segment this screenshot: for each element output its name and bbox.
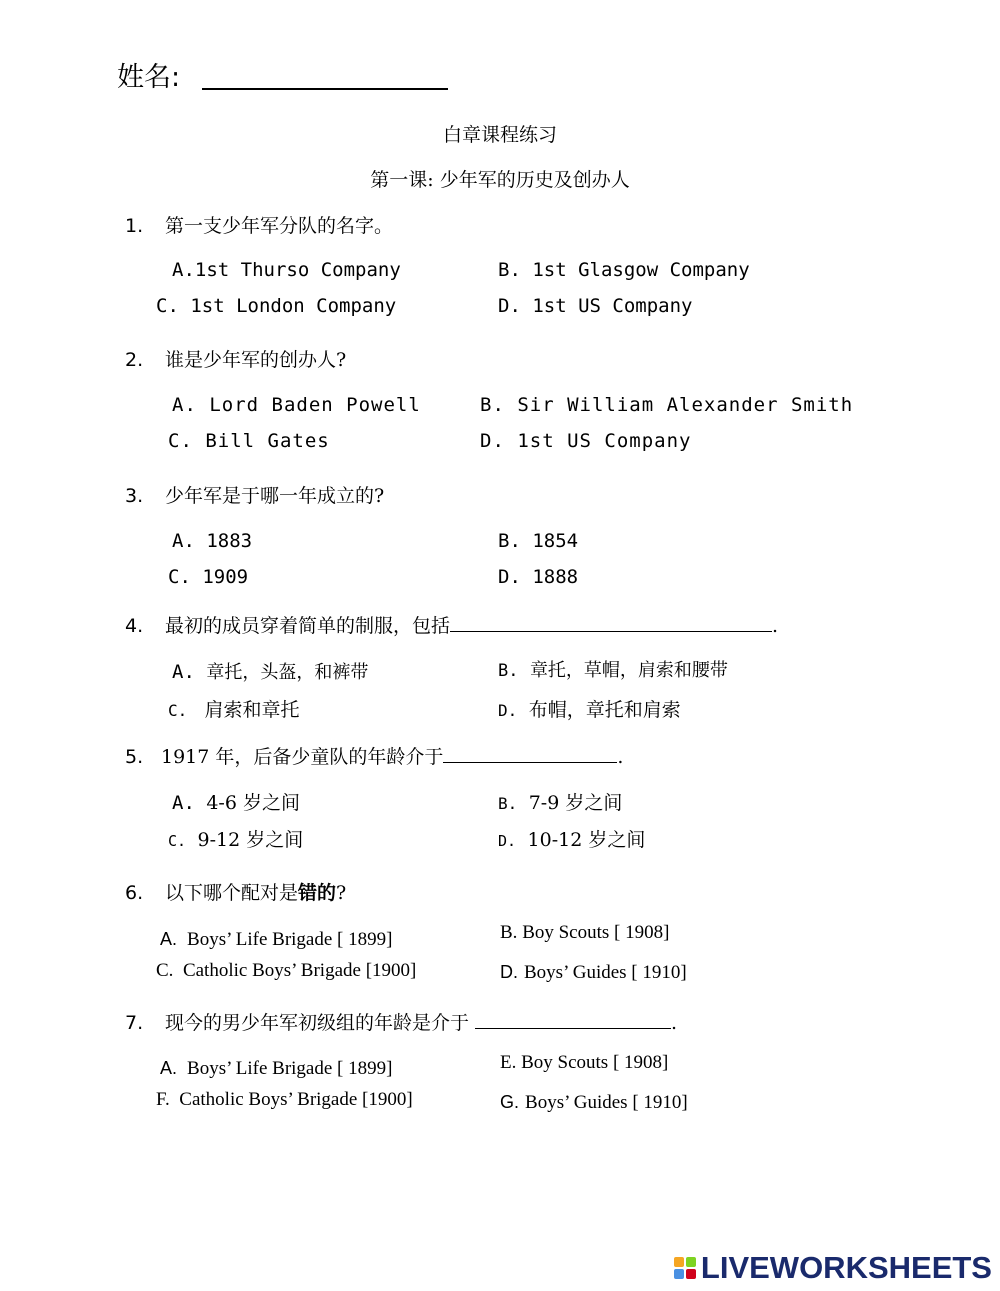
q7-option-d[interactable] (500, 1092, 688, 1114)
option-text: Boys’ Life Brigade [ 1899] (187, 1058, 393, 1079)
option-letter: B. (498, 661, 519, 681)
worksheet-title: 白章课程练习 (442, 124, 557, 146)
option-letter: C. (168, 701, 188, 720)
q4-option-c[interactable] (168, 695, 299, 722)
option-letter: A. (160, 1058, 178, 1078)
question-number: 3. (125, 485, 144, 507)
answer-blank[interactable] (475, 1010, 671, 1029)
question-3 (125, 481, 384, 508)
q1-option-a[interactable]: A.1st Thurso Company (172, 259, 401, 281)
option-text: Boys’ Guides [ 1910] (525, 1092, 688, 1113)
question-1 (125, 211, 393, 238)
question-end: . (617, 746, 624, 768)
question-number: 7. (125, 1012, 144, 1034)
q3-option-c[interactable]: C. 1909 (168, 566, 249, 588)
q5-option-a[interactable] (172, 788, 300, 815)
name-label: 姓名: (117, 62, 181, 93)
option-text: Boy Scouts [ 1908] (521, 1052, 669, 1073)
q4-option-a[interactable] (172, 658, 368, 684)
question-number: 6. (125, 882, 144, 904)
question-number: 4. (125, 615, 144, 637)
q5-option-d[interactable] (498, 825, 645, 852)
q5-option-b[interactable] (498, 788, 622, 815)
option-text: 10-12 岁之间 (527, 829, 646, 851)
question-text: 最初的成员穿着简单的制服，包括 (165, 615, 451, 637)
question-7 (125, 1008, 677, 1035)
question-text: 第一支少年军分队的名字。 (165, 215, 394, 237)
question-emphasis: 错的 (298, 882, 337, 904)
option-letter: D. (498, 832, 517, 850)
q3-option-d[interactable]: D. 1888 (498, 566, 579, 588)
q3-option-a[interactable]: A. 1883 (172, 530, 253, 552)
option-letter: F. (156, 1089, 170, 1110)
q2-option-c[interactable]: C. Bill Gates (168, 430, 330, 452)
q6-option-a[interactable] (160, 929, 392, 951)
question-5 (125, 742, 623, 769)
option-text: 9-12 岁之间 (197, 829, 304, 851)
q2-option-d[interactable]: D. 1st US Company (480, 430, 692, 452)
option-text: Catholic Boys’ Brigade [1900] (182, 960, 417, 981)
q1-option-d[interactable]: D. 1st US Company (498, 295, 693, 317)
question-end: . (772, 615, 779, 637)
option-letter: C. (156, 960, 174, 981)
option-text: Boys’ Guides [ 1910] (524, 962, 687, 983)
question-end: ? (336, 882, 347, 904)
option-letter: A. (172, 792, 195, 814)
answer-blank[interactable] (450, 613, 772, 632)
option-text: 章托，草帽，肩索和腰带 (529, 660, 728, 681)
question-text: 谁是少年军的创办人? (165, 349, 347, 371)
question-number: 2. (125, 349, 144, 371)
q7-option-a[interactable] (160, 1058, 392, 1080)
q2-option-b[interactable]: B. Sir William Alexander Smith (480, 394, 854, 416)
question-text: 现今的男少年军初级组的年龄是介于 (165, 1012, 476, 1034)
q7-option-b[interactable] (500, 1052, 668, 1074)
option-text: Boys’ Life Brigade [ 1899] (187, 929, 393, 950)
option-text: 4-6 岁之间 (206, 792, 300, 814)
option-text: 章托，头盔，和裤带 (206, 662, 369, 683)
option-letter: C. (168, 832, 187, 850)
q1-option-c[interactable]: C. 1st London Company (156, 295, 397, 317)
q7-option-c[interactable] (156, 1089, 413, 1111)
liveworksheets-logo (674, 1250, 992, 1286)
option-letter: E. (500, 1052, 517, 1073)
option-text: Catholic Boys’ Brigade [1900] (179, 1089, 413, 1110)
q3-option-b[interactable]: B. 1854 (498, 530, 579, 552)
option-text: Boy Scouts [ 1908] (522, 922, 670, 943)
option-letter: D. (498, 701, 518, 720)
answer-blank[interactable] (443, 744, 617, 763)
question-text: 以下哪个配对是 (165, 882, 299, 904)
q4-option-b[interactable] (498, 656, 728, 682)
question-text: 1917 年，后备少童队的年龄介于 (161, 746, 444, 768)
q1-option-b[interactable]: B. 1st Glasgow Company (498, 259, 750, 281)
option-letter: A. (160, 929, 178, 949)
question-text: 少年军是于哪一年成立的? (165, 485, 385, 507)
name-input-line[interactable] (202, 88, 448, 90)
option-letter: B. (498, 794, 518, 813)
option-letter: D. (500, 962, 518, 982)
option-letter: G. (500, 1092, 520, 1112)
option-letter: A. (172, 661, 195, 683)
logo-mark-icon (674, 1257, 696, 1279)
question-4 (125, 611, 778, 638)
option-text: 7-9 岁之间 (528, 792, 623, 814)
q2-option-a[interactable]: A. Lord Baden Powell (172, 394, 421, 416)
option-text: 布帽，章托和肩索 (528, 699, 681, 721)
q6-option-c[interactable] (156, 960, 416, 982)
logo-text: LIVEWORKSHEETS (700, 1250, 992, 1285)
q4-option-d[interactable] (498, 695, 681, 722)
option-letter: B. (500, 922, 518, 943)
lesson-title: 第一课: 少年军的历史及创办人 (370, 169, 630, 191)
q5-option-c[interactable] (168, 825, 303, 852)
q6-option-b[interactable] (500, 922, 669, 944)
q6-option-d[interactable] (500, 962, 687, 984)
question-number: 1. (125, 215, 144, 237)
question-2 (125, 345, 346, 372)
question-number: 5. (125, 746, 144, 768)
question-6 (125, 878, 346, 905)
question-end: . (671, 1012, 678, 1034)
option-text: 肩索和章托 (204, 699, 300, 721)
